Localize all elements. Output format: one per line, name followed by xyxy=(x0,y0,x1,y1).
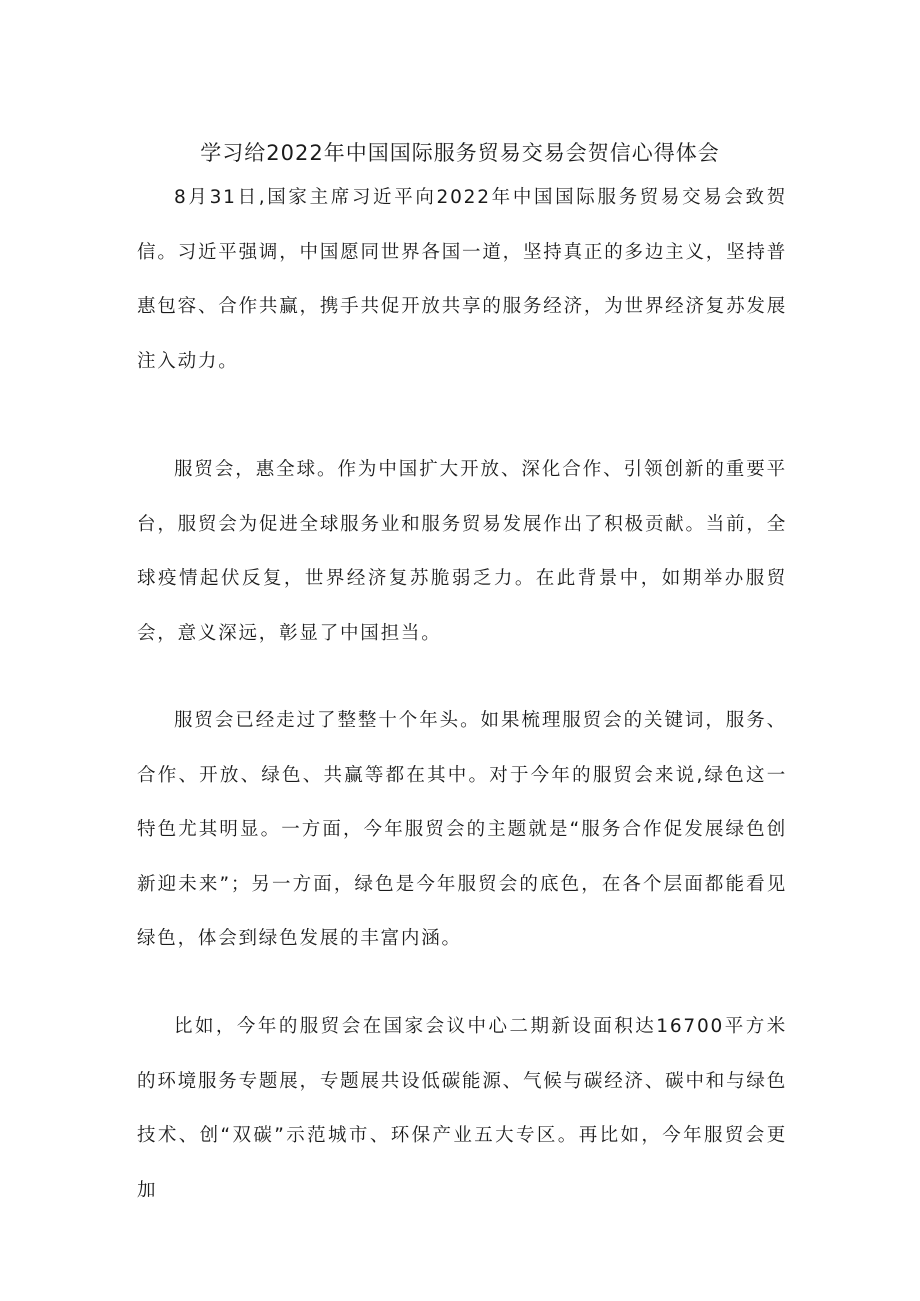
paragraph-3: 服贸会已经走过了整整十个年头。如果梳理服贸会的关键词，服务、合作、开放、绿色、共赢等都在其中。对于今年的服贸会来说,绿色这一特色尤其明显。一方面，今年服贸会的主题就是“服务合作促发展绿色创新迎未来”；另一方面，绿色是今年服贸会的底色，在各个层面都能看见绿色，体会到绿色发展的丰富内涵。 xyxy=(137,710,787,949)
paragraph-4: 比如，今年的服贸会在国家会议中心二期新设面积达16700平方米的环境服务专题展，专题展共设低碳能源、气候与碳经济、碳中和与绿色技术、创“双碳”示范城市、环保产业五大专区。再比如，今年服贸会更加 xyxy=(137,1016,787,1201)
paragraph-1: 8月31日,国家主席习近平向2022年中国国际服务贸易交易会致贺信。习近平强调，中国愿同世界各国一道，坚持真正的多边主义，坚持普惠包容、合作共赢，携手共促开放共享的服务经济，为世界经济复苏发展注入动力。 xyxy=(137,187,787,372)
document-title: 学习给2022年中国国际服务贸易交易会贺信心得体会 xyxy=(200,141,720,165)
paragraph-2: 服贸会，惠全球。作为中国扩大开放、深化合作、引领创新的重要平台，服贸会为促进全球服务业和服务贸易发展作出了积极贡献。当前，全球疫情起伏反复，世界经济复苏脆弱乏力。在此背景中，如期举办服贸会，意义深远，彰显了中国担当。 xyxy=(137,459,787,644)
